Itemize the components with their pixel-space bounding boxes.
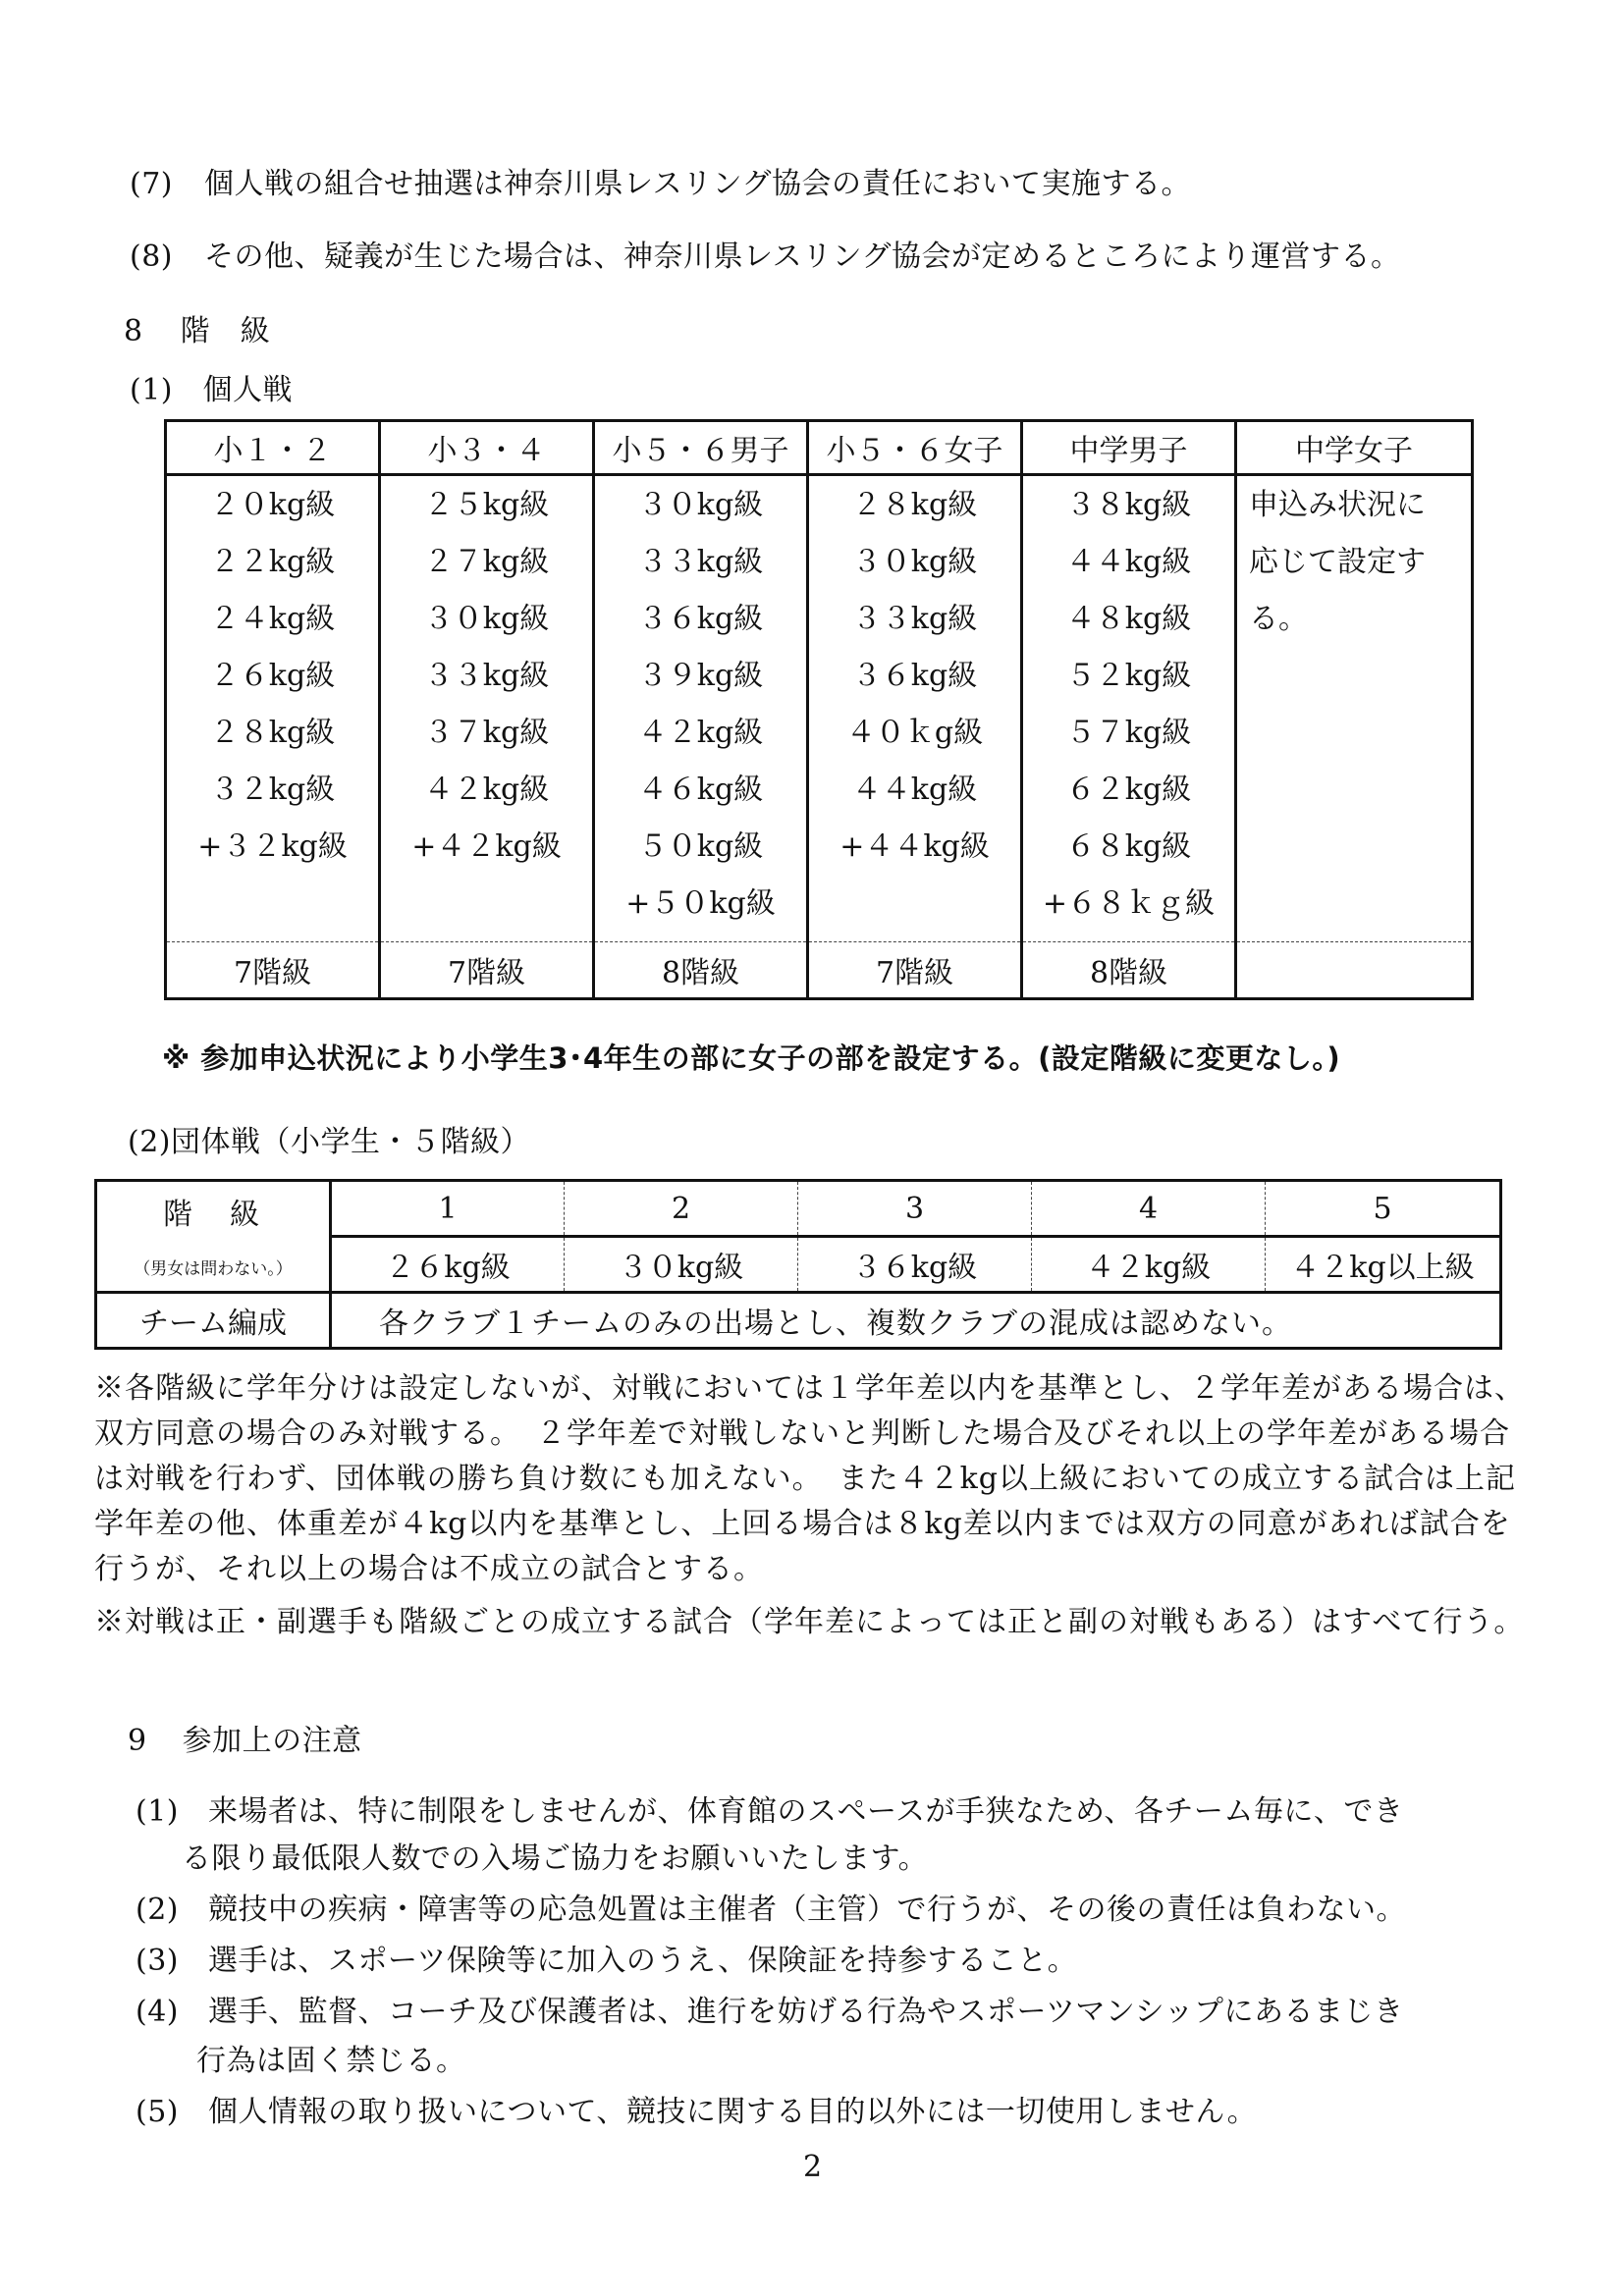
weight-class: ３０kg級 (423, 602, 550, 636)
weight-class: +４４kg級 (839, 829, 990, 864)
team-composition-row (96, 1293, 1501, 1349)
weight-class: ３３kg級 (637, 545, 764, 579)
weight-class: ６８kg級 (1065, 829, 1192, 864)
column-header: 中学男子 (1022, 421, 1236, 475)
class-count: 7階級 (808, 942, 1022, 999)
notice-item-3 (135, 1942, 1077, 1981)
weight-class: ３３kg級 (423, 659, 550, 693)
weight-class: ４０ｋg級 (845, 716, 984, 750)
team-label: チーム編成 (96, 1293, 331, 1349)
team-heading: (2)団体戦（小学生・５階級） (128, 1125, 530, 1159)
section-8-heading (124, 312, 270, 351)
class-label: 階 級 (163, 1198, 263, 1232)
weight-class: ２６kg級 (209, 659, 336, 693)
weight-class: ２８kg級 (851, 488, 978, 522)
class-number: 1 (331, 1181, 565, 1237)
weight-class: ２２kg級 (209, 545, 336, 579)
weight-class-list (166, 475, 380, 942)
class-weight: ４２kg以上級 (1266, 1237, 1501, 1293)
weight-class: ３０kg級 (637, 488, 764, 522)
table-row (166, 475, 1473, 942)
class-label-cell (96, 1181, 331, 1293)
weight-class: +５０kg級 (625, 886, 776, 921)
note-line: る。 (1249, 602, 1308, 636)
class-weight: ４２kg級 (1032, 1237, 1266, 1293)
weight-class-empty (809, 884, 1020, 941)
weight-class: ３６kg級 (637, 602, 764, 636)
section-number: 8 (124, 314, 143, 348)
item-7 (130, 165, 1191, 204)
class-weight: ３６kg級 (798, 1237, 1032, 1293)
item-number: (5) (135, 2095, 179, 2129)
section-title: 階 級 (180, 314, 271, 348)
class-count: 7階級 (166, 942, 380, 999)
item-text: 来場者は、特に制限をしませんが、体育館のスペースが手狭なため、各チーム毎に、でき (208, 1794, 1404, 1829)
notice-item-1-cont: る限り最低限人数での入場ご協力をお願いいたします。 (182, 1842, 929, 1876)
weight-class-list (380, 475, 594, 942)
class-weight: ３０kg級 (565, 1237, 798, 1293)
weight-class-list (594, 475, 808, 942)
item-number: (1) (135, 1794, 179, 1829)
item-text: 選手、監督、コーチ及び保護者は、進行を妨げる行為やスポーツマンシップにあるまじき (208, 1995, 1404, 2029)
class-number: 3 (798, 1181, 1032, 1237)
class-number: 2 (565, 1181, 798, 1237)
weight-class-list (808, 475, 1022, 942)
column-header: 小３・４ (380, 421, 594, 475)
weight-class: ３２kg級 (209, 773, 336, 807)
weight-class: ３６kg級 (851, 659, 978, 693)
class-number: 5 (1266, 1181, 1501, 1237)
team-note-1: ※各階級に学年分けは設定しないが、対戦においては１学年差以内を基準とし、２学年差がある場合は、双方同意の場合のみ対戦する。 ２学年差で対戦しないと判断した場合及びそれ以上の学年差がある場合は対戦を行わず、団体戦の勝ち負け数にも加えない。 また４２kg以上級においての成立する試合は上記学年差の他、体重差が４kg以内を基準とし、上回る場合は８kg差以内までは双方の同意があれば試合を行うが、それ以上の場合は不成立の試合とする。 (94, 1371, 1525, 1586)
notice-item-2 (135, 1891, 1406, 1930)
team-composition-text: 各クラブ１チームのみの出場とし、複数クラブの混成は認めない。 (331, 1293, 1501, 1349)
team-class-table (94, 1179, 1502, 1350)
weight-class: ４８kg級 (1065, 602, 1192, 636)
weight-class: +６８ｋｇ級 (1042, 886, 1216, 921)
class-count: 7階級 (380, 942, 594, 999)
weight-class: ４２kg級 (637, 716, 764, 750)
weight-class: +４２kg級 (411, 829, 562, 864)
weight-class-list (1022, 475, 1236, 942)
item-text: 個人情報の取り扱いについて、競技に関する目的以外には一切使用しません。 (208, 2095, 1258, 2129)
column-header: 小５・６女子 (808, 421, 1022, 475)
item-number: (7) (130, 167, 173, 201)
class-label-sub: （男女は問わない。） (134, 1259, 293, 1279)
table-header-row (166, 421, 1473, 475)
weight-class: ２０kg級 (209, 488, 336, 522)
class-count: 8階級 (1022, 942, 1236, 999)
weight-class: ２７kg級 (423, 545, 550, 579)
weight-class: ６２kg級 (1065, 773, 1192, 807)
item-number: (3) (135, 1944, 179, 1978)
item-8 (130, 238, 1401, 277)
weight-class: ３９kg級 (637, 659, 764, 693)
weight-class: ３３kg級 (851, 602, 978, 636)
notice-item-5 (135, 2093, 1257, 2132)
weight-class-empty (381, 884, 592, 941)
notice-item-4-cont: 行為は固く禁じる。 (196, 2044, 466, 2078)
item-text: 選手は、スポーツ保険等に加入のうえ、保険証を持参すること。 (208, 1944, 1078, 1978)
weight-class: ２５kg級 (423, 488, 550, 522)
class-weight: ２６kg級 (331, 1237, 565, 1293)
weight-class: ５０kg級 (637, 829, 764, 864)
section-number: 9 (128, 1724, 147, 1758)
class-number-row (96, 1181, 1501, 1237)
weight-class: +３２kg級 (197, 829, 348, 864)
weight-class: ２４kg級 (209, 602, 336, 636)
column-header: 小５・６男子 (594, 421, 808, 475)
section-9-heading (128, 1722, 362, 1761)
team-note-2: ※対戦は正・副選手も階級ごとの成立する試合（学年差によっては正と副の対戦もある）はすべて行う。 (94, 1605, 1525, 1639)
individual-heading: (1) 個人戦 (130, 373, 293, 407)
girls-middle-note (1236, 475, 1473, 942)
individual-weight-class-table (164, 419, 1474, 1000)
notice-item-4 (135, 1993, 1404, 2032)
item-text: 競技中の疾病・障害等の応急処置は主催者（主管）で行うが、その後の責任は負わない。 (208, 1893, 1407, 1927)
note-line: 応じて設定す (1249, 545, 1426, 579)
weight-class: ５２kg級 (1065, 659, 1192, 693)
section-title: 参加上の注意 (182, 1724, 362, 1758)
weight-class: ２８kg級 (209, 716, 336, 750)
weight-class: ４２kg級 (423, 773, 550, 807)
column-header: 小１・２ (166, 421, 380, 475)
weight-class: ３８kg級 (1065, 488, 1192, 522)
weight-class: ３７kg級 (423, 716, 550, 750)
item-text: その他、疑義が生じた場合は、神奈川県レスリング協会が定めるところにより運営する。 (204, 240, 1401, 274)
page-number: 2 (803, 2150, 823, 2184)
girls-division-note: ※ 参加申込状況により小学生3･4年生の部に女子の部を設定する。(設定階級に変更なし。) (162, 1041, 1341, 1075)
weight-class: ４４kg級 (851, 773, 978, 807)
weight-class: ３０kg級 (851, 545, 978, 579)
weight-class: ５７kg級 (1065, 716, 1192, 750)
column-header: 中学女子 (1236, 421, 1473, 475)
class-count: 8階級 (594, 942, 808, 999)
weight-class-empty (167, 884, 378, 941)
item-number: (8) (130, 240, 173, 274)
item-number: (2) (135, 1893, 179, 1927)
class-number: 4 (1032, 1181, 1266, 1237)
item-number: (4) (135, 1995, 179, 2029)
class-count (1236, 942, 1473, 999)
note-line: 申込み状況に (1249, 488, 1426, 522)
item-text: 個人戦の組合せ抽選は神奈川県レスリング協会の責任において実施する。 (204, 167, 1192, 201)
totals-row (166, 942, 1473, 999)
weight-class: ４４kg級 (1065, 545, 1192, 579)
notice-item-1 (135, 1792, 1403, 1832)
weight-class: ４６kg級 (637, 773, 764, 807)
